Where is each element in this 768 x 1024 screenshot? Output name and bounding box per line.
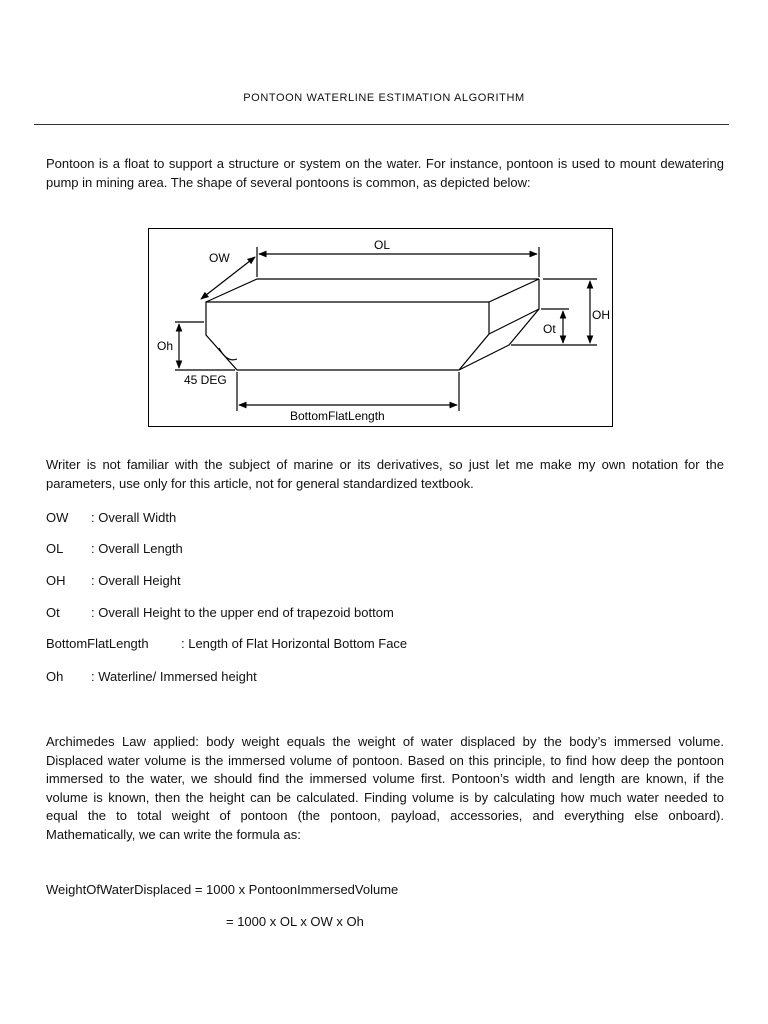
definition-term: OL [46,541,64,556]
label-ol: OL [374,238,391,252]
intro-paragraph: Pontoon is a float to support a structure or system on the water. For instance, pontoon is used to mount dewatering pump in mining area. The shape of several pontoons is common, as depicted below: [46,156,724,190]
label-oh-waterline: Oh [157,339,174,353]
label-ot: Ot [543,322,556,336]
notation-paragraph: Writer is not familiar with the subject of marine or its derivatives, so just let me make my own notation for the parameters, use only for this article, not for general standardized textbook. [46,457,724,491]
pontoon-diagram [148,228,613,427]
definition-desc: : Overall Width [91,510,177,525]
definition-term: Oh [46,669,64,684]
definition-oh-waterline [46,668,257,686]
definition-oh [46,572,181,590]
formula-line-1: WeightOfWaterDisplaced = 1000 x PontoonImmersedVolume [46,882,399,897]
pontoon-diagram-svg [149,229,614,428]
definition-term: OH [46,573,66,588]
label-ow: OW [209,251,230,265]
definition-ot [46,604,394,622]
pontoon-top-face [206,279,539,302]
definition-desc: : Overall Height to the upper end of trapezoid bottom [91,605,394,620]
definition-term: BottomFlatLength [46,636,149,651]
label-oh-overall: OH [592,308,610,322]
label-bottom-flat-length: BottomFlatLength [290,409,385,423]
definition-term: Ot [46,605,60,620]
definition-ow [46,509,176,527]
pontoon-front-face [206,302,489,370]
title-divider [34,124,729,125]
definition-desc: : Length of Flat Horizontal Bottom Face [181,636,408,651]
definition-desc: : Overall Length [91,541,183,556]
definition-desc: : Waterline/ Immersed height [91,669,257,684]
definition-term: OW [46,510,69,525]
page-title: PONTOON WATERLINE ESTIMATION ALGORITHM [243,92,525,104]
archimedes-paragraph: Archimedes Law applied: body weight equals the weight of water displaced by the body’s immersed volume. Displaced water volume is the immersed volume of pontoon. Based on this principle, to find how deep the pontoon immersed to the water, we should find the immersed volume first. Pontoon’s width and length are known, if the volume is known, then the height can be calculated. Finding volume is by calculating how much water needed to equal the to total weight of pontoon (the pontoon, payload, accessories, and everything else onboard). Mathematically, we can write the formula as: [46,734,724,842]
label-angle: 45 DEG [184,373,227,387]
definition-desc: : Overall Height [91,573,181,588]
formula-line-2: = 1000 x OL x OW x Oh [226,914,364,929]
definition-bottom-flat-length [46,635,407,653]
definition-ol [46,540,183,558]
